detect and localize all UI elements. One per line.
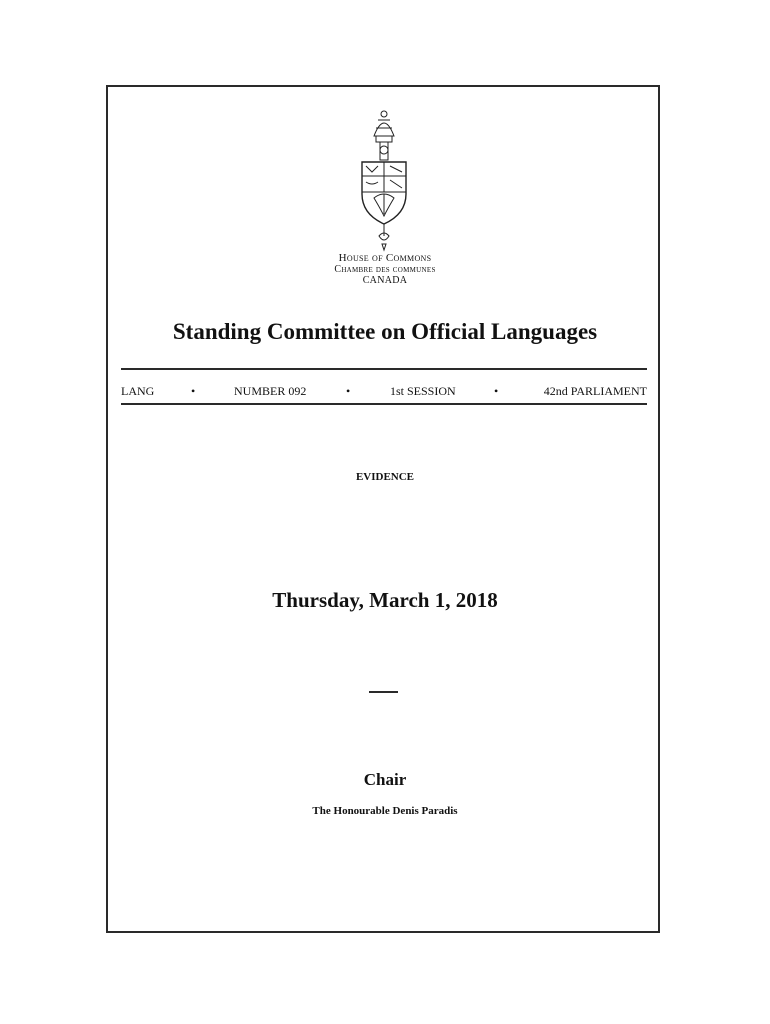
- chambre-des-communes-label: Chambre des communes: [334, 264, 436, 275]
- top-rule: [121, 368, 647, 370]
- chair-label: Chair: [363, 770, 407, 789]
- bullet-separator: •: [346, 384, 351, 398]
- session-label: 1st SESSION: [390, 384, 456, 398]
- country-label: CANADA: [362, 275, 408, 286]
- parliament-label: 42nd PARLIAMENT: [543, 384, 647, 398]
- bullet-separator: •: [191, 384, 196, 398]
- meeting-number: NUMBER 092: [234, 384, 307, 398]
- house-of-commons-crest-icon: [352, 106, 416, 252]
- bullet-separator: •: [494, 384, 499, 398]
- meeting-meta-row: [121, 383, 647, 399]
- house-of-commons-label: House of Commons: [338, 252, 432, 264]
- divider: [369, 691, 398, 693]
- committee-code: LANG: [121, 384, 155, 398]
- bottom-rule: [121, 403, 647, 405]
- chair-name: The Honourable Denis Paradis: [312, 805, 458, 817]
- meeting-date: Thursday, March 1, 2018: [272, 588, 498, 612]
- committee-title: Standing Committee on Official Languages: [172, 319, 598, 344]
- section-label: EVIDENCE: [355, 471, 415, 483]
